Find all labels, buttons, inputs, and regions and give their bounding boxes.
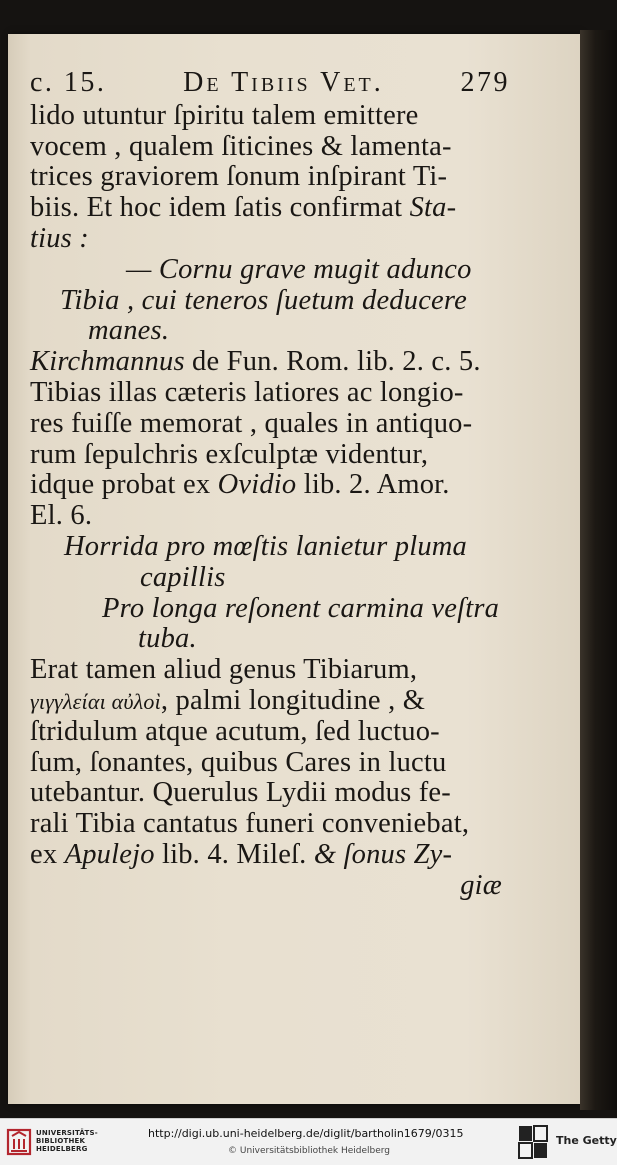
italic-name: Ovidio (217, 469, 297, 501)
institution-name (36, 1129, 98, 1153)
text-line (30, 193, 510, 224)
chapter-number: c. 15. (30, 67, 107, 98)
page-number: 279 (460, 67, 510, 98)
text-line (30, 470, 510, 501)
text-line: El. 6. (30, 500, 93, 532)
institution-line: BIBLIOTHEK (36, 1137, 86, 1145)
partner-name: The Getty (556, 1134, 617, 1147)
text-line: trices graviorem ſonum inſpirant Ti- (30, 161, 448, 193)
institution-line: UNIVERSITÄTS- (36, 1129, 98, 1137)
text-run: , palmi longitudine , & (160, 684, 426, 716)
verse-line: — Cornu grave mugit adunco (126, 253, 472, 285)
italic-name: Apulejo (64, 838, 155, 870)
italic-name: & ſonus Zy- (313, 838, 453, 870)
verse-line: Pro longa reſonent carmina veſtra (102, 592, 500, 624)
text-line (30, 840, 510, 871)
text-line (30, 686, 510, 717)
text-line: res fuiſſe memorat , quales in antiquo- (30, 407, 473, 439)
getty-logo-icon (518, 1125, 548, 1159)
permalink[interactable]: http://digi.ub.uni-heidelberg.de/diglit/bartholin1679/0315 (148, 1127, 464, 1140)
text-line: lido utuntur ſpiritu talem emittere (30, 99, 419, 131)
verse-line: manes. (88, 315, 170, 347)
text-run: ex (30, 838, 65, 870)
verse-line: Horrida pro mœſtis lanietur pluma (64, 530, 467, 562)
verse-line: Tibia , cui teneros ſuetum deducere (60, 284, 467, 316)
page-text (30, 68, 510, 902)
text-run: lib. 2. Amor. (296, 469, 450, 501)
text-line: rum ſepulchris exſculptæ videntur, (30, 438, 429, 470)
italic-name: Kirchmannus (30, 346, 185, 378)
catchword: giæ (460, 869, 502, 901)
text-line (30, 347, 510, 378)
verse-line: capillis (140, 561, 226, 593)
text-run: de Fun. Rom. lib. 2. c. 5. (184, 346, 481, 378)
copyright-notice: © Universitätsbibliothek Heidelberg (228, 1146, 391, 1156)
text-line: utebantur. Querulus Lydii modus fe- (30, 777, 451, 809)
running-title: De Tibiis Vet. (183, 67, 384, 98)
text-line: ſum, ſonantes, quibus Cares in luctu (30, 746, 447, 778)
text-run: lib. 4. Mileſ. (154, 838, 314, 870)
text-run: biis. Et hoc idem ſatis confirmat (30, 192, 410, 224)
italic-name: Sta- (409, 192, 457, 224)
text-line: tius : (30, 222, 89, 254)
text-run: idque probat ex (30, 469, 218, 501)
institution-line: HEIDELBERG (36, 1145, 88, 1153)
page-header (30, 68, 510, 99)
university-logo-icon (6, 1127, 32, 1157)
text-line: Tibias illas cæteris latiores ac longio- (30, 376, 464, 408)
text-line: vocem , qualem ſiticines & lamenta- (30, 130, 452, 162)
page-edge (580, 30, 617, 1110)
verse-line: tuba. (138, 623, 197, 655)
greek-phrase: γιγγλείαι αὐλοὶ (30, 688, 161, 714)
viewer-footer (0, 1118, 617, 1165)
text-line: rali Tibia cantatus funeri conveniebat, (30, 808, 470, 840)
text-line: Erat tamen aliud genus Tibiarum, (30, 654, 418, 686)
text-line: ſtridulum atque acutum, ſed luctuo- (30, 715, 440, 747)
